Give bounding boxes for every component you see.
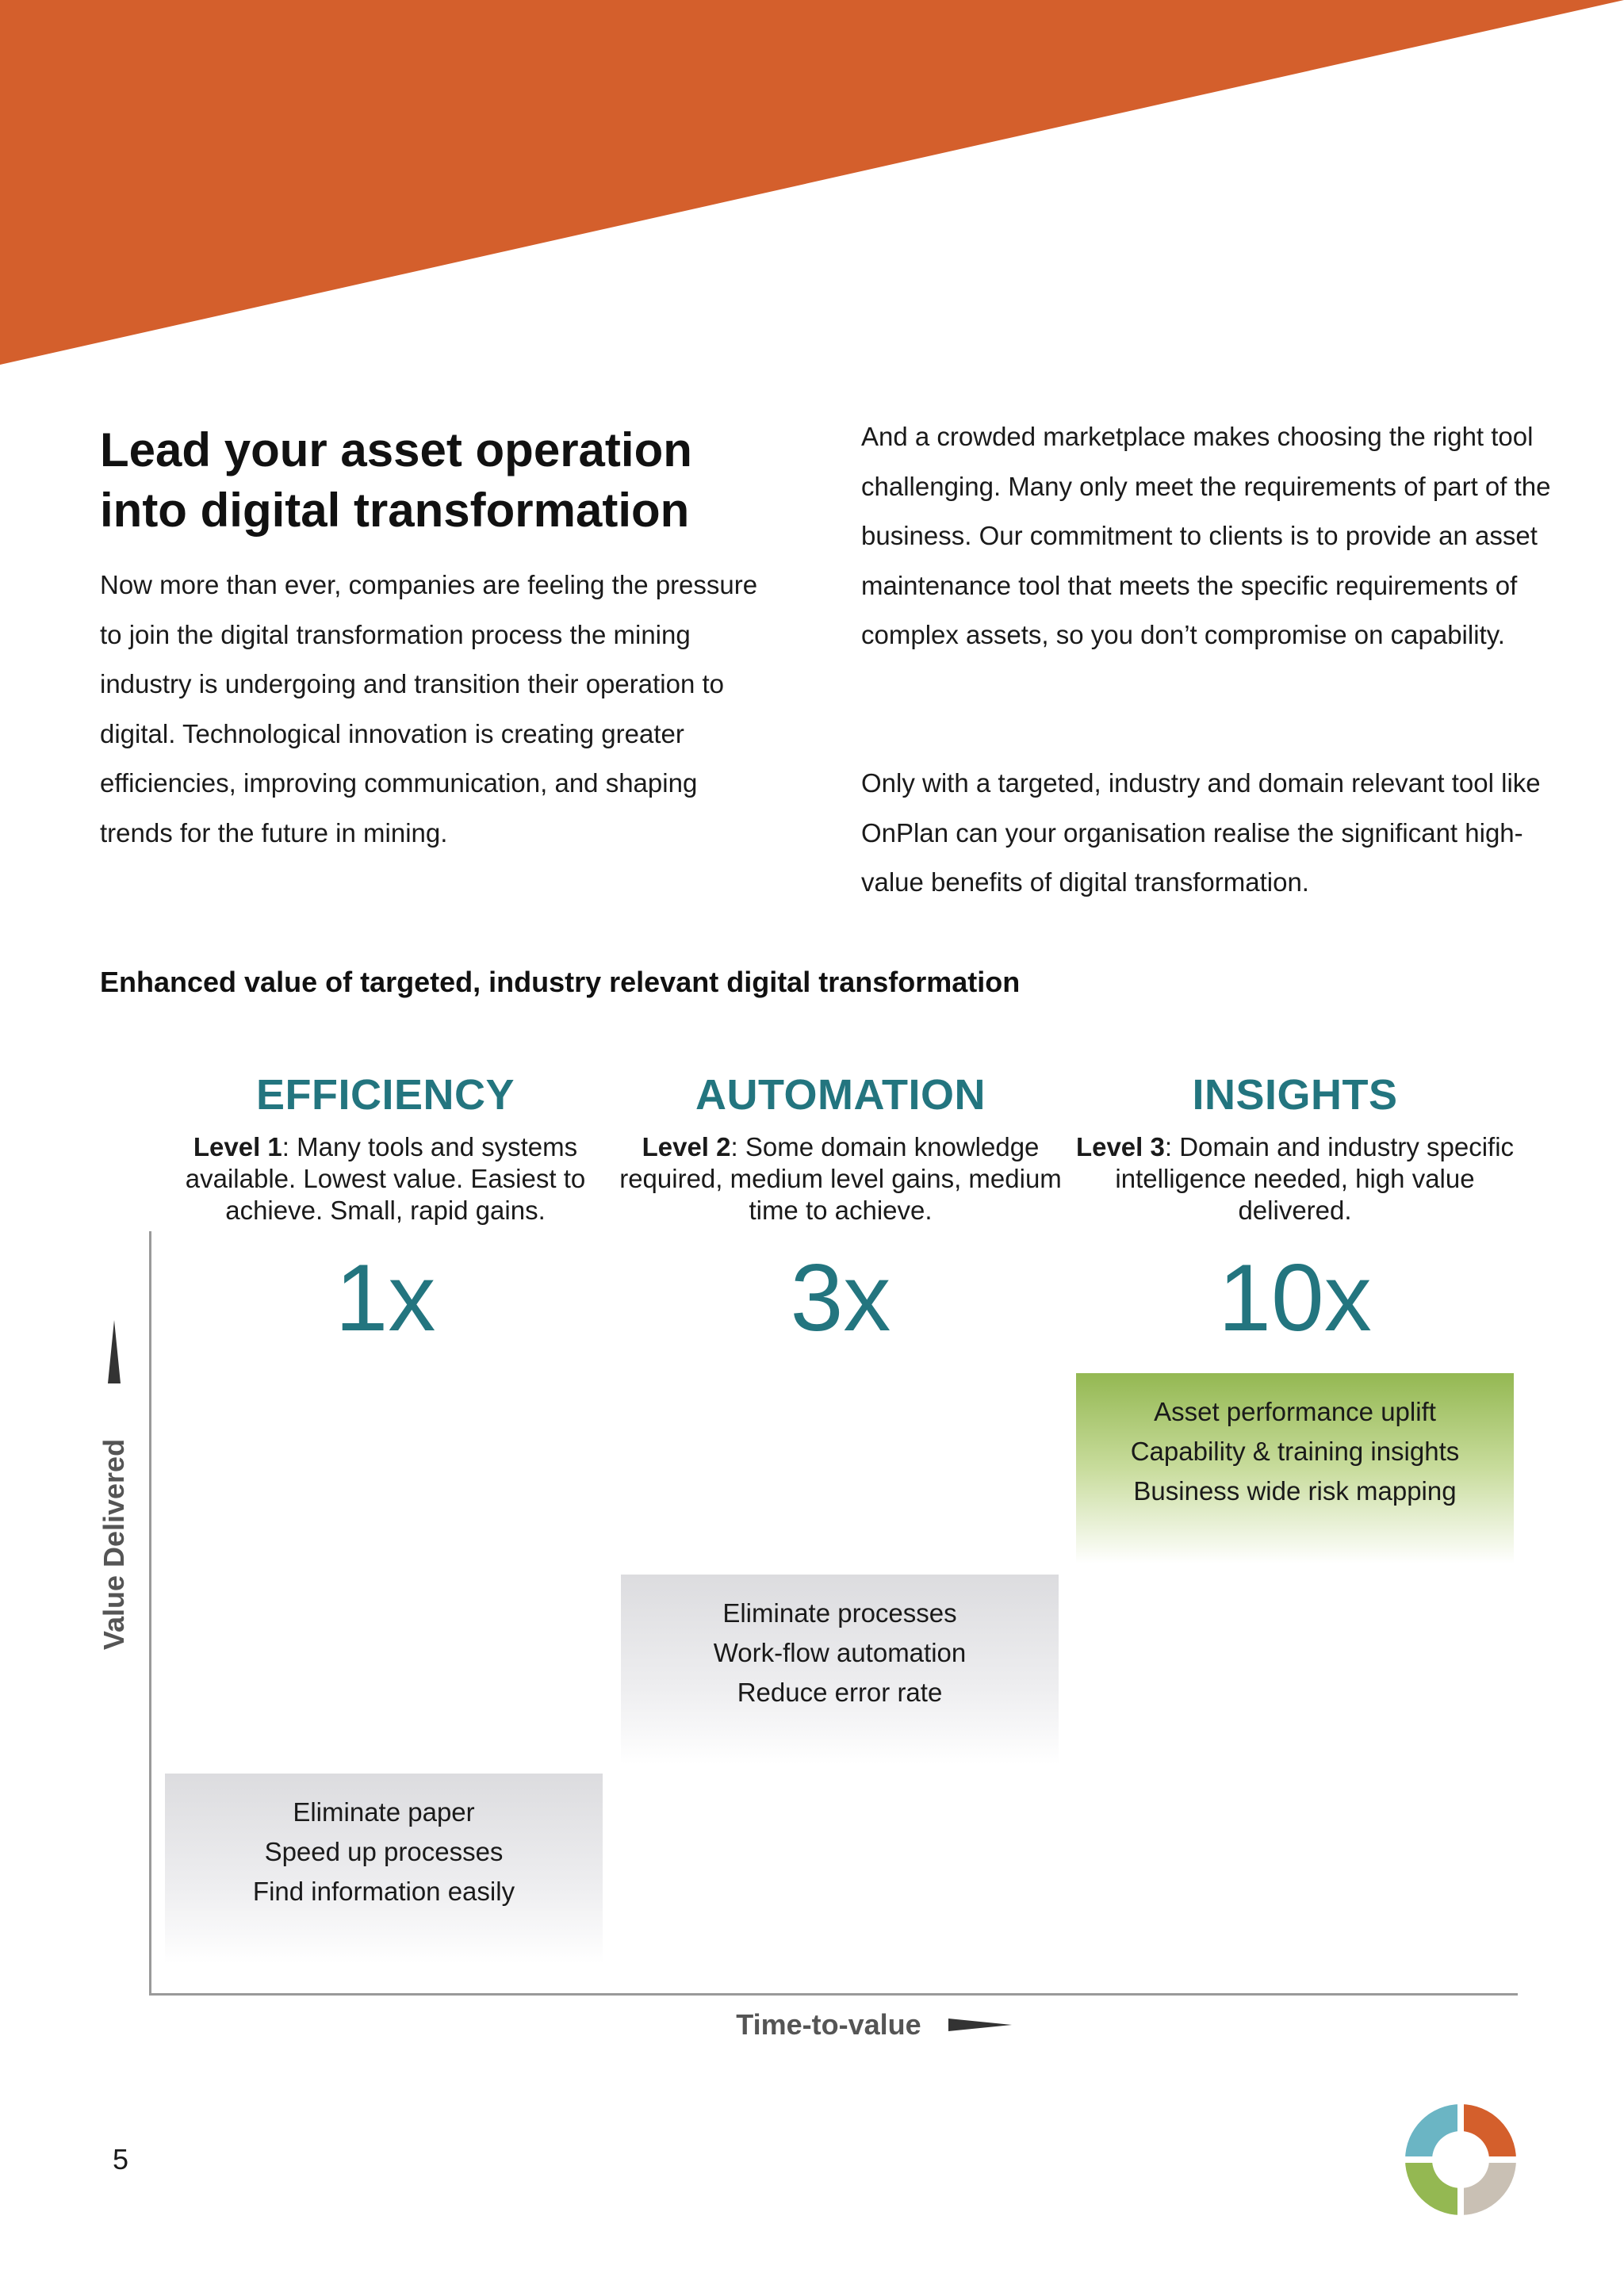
x-axis-line	[149, 1993, 1518, 1996]
level-2-benefit: Work-flow automation	[713, 1638, 967, 1667]
y-axis-line	[149, 1231, 151, 1996]
level-2-benefits-box	[621, 1575, 1059, 1765]
y-axis-label: Value Delivered	[98, 1438, 130, 1651]
level-1-label: Level 1	[193, 1132, 282, 1161]
x-axis-label: Time-to-value	[736, 2008, 921, 2041]
level-3-benefit: Asset performance uplift	[1154, 1397, 1436, 1426]
intro-paragraph-right-1: And a crowded marketplace makes choosing the right tool challenging. Many only meet the requirements of part of the business. Our commitment to clients is to provide an asset maintenance tool that meets the specific requirements of complex assets, so you don’t compromise on capability.	[861, 422, 1551, 649]
level-3-title: INSIGHTS	[1192, 1071, 1398, 1119]
level-2-benefit: Eliminate processes	[722, 1598, 957, 1628]
page-heading	[100, 420, 798, 541]
heading-line-1: Lead your asset operation	[100, 423, 692, 476]
intro-paragraph-right-2: Only with a targeted, industry and domain relevant tool like OnPlan can your organisation realise the significant high-value benefits of digital transformation.	[861, 768, 1541, 897]
x-axis-arrow-icon	[948, 2015, 1012, 2034]
diagram-title: Enhanced value of targeted, industry relevant digital transformation	[100, 966, 1021, 998]
level-2-multiplier: 3x	[790, 1245, 891, 1351]
level-3-benefit: Capability & training insights	[1130, 1437, 1460, 1466]
level-1-title: EFFICIENCY	[255, 1071, 515, 1119]
level-1-description	[163, 1131, 607, 1226]
level-1-benefit: Eliminate paper	[293, 1797, 475, 1827]
level-3-label: Level 3	[1075, 1132, 1165, 1161]
level-3-benefits-box	[1076, 1373, 1514, 1563]
level-2-title: AUTOMATION	[695, 1071, 986, 1119]
level-1-benefit: Find information easily	[252, 1877, 515, 1906]
header-banner	[0, 0, 1624, 373]
level-2-text: : Some domain knowledge required, medium level gains, medium time to achieve.	[619, 1132, 1062, 1225]
intro-paragraph-left: Now more than ever, companies are feeling the pressure to join the digital transformation process the mining industry is undergoing and transition their operation to digital. Technological innovation is creating greater efficiencies, improving communication, and shaping trends for the future in mining.	[100, 570, 758, 848]
level-1-text: : Many tools and systems available. Lowest value. Easiest to achieve. Small, rapid gains.	[185, 1132, 586, 1225]
level-1-benefit: Speed up processes	[264, 1837, 504, 1866]
level-3-benefit: Business wide risk mapping	[1133, 1476, 1457, 1506]
level-2-label: Level 2	[642, 1132, 731, 1161]
onplan-logo-icon	[1402, 2101, 1519, 2218]
level-2-benefit: Reduce error rate	[737, 1678, 943, 1707]
level-3-description	[1073, 1131, 1517, 1226]
level-3-multiplier: 10x	[1218, 1245, 1372, 1351]
level-2-description	[619, 1131, 1063, 1226]
level-1-multiplier: 1x	[335, 1245, 436, 1351]
heading-line-2: into digital transformation	[100, 484, 690, 537]
level-1-benefits-box	[165, 1774, 603, 1964]
page-number: 5	[113, 2143, 129, 2175]
level-3-text: : Domain and industry specific intelligence needed, high value delivered.	[1115, 1132, 1515, 1225]
y-axis-arrow-icon	[105, 1320, 124, 1383]
